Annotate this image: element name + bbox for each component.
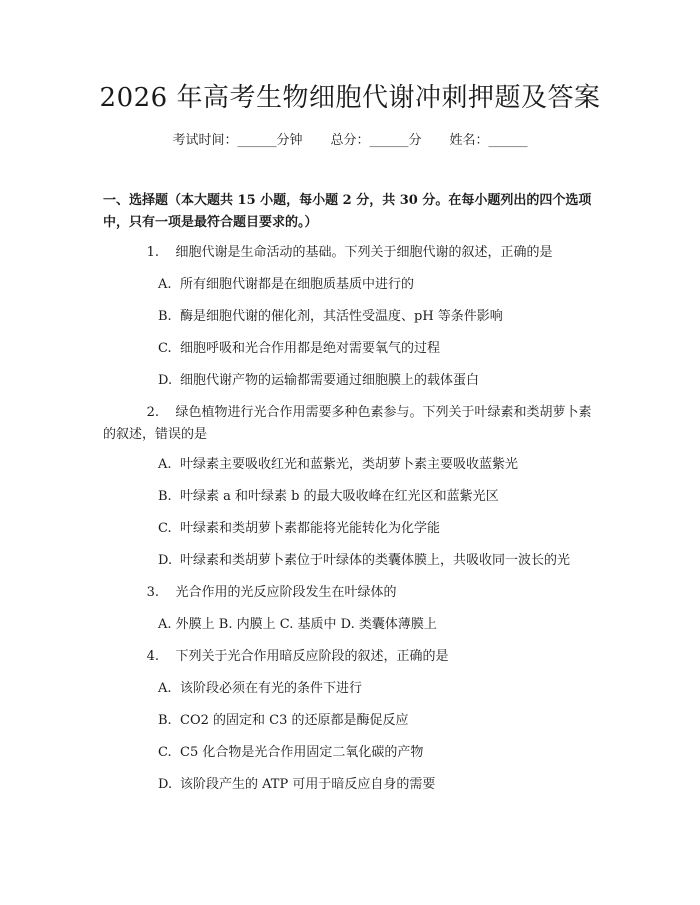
option-1c: C. 细胞呼吸和光合作用都是绝对需要氧气的过程 [158, 341, 441, 356]
question-2 [103, 402, 598, 446]
question-number: 2. [146, 405, 159, 420]
question-3 [103, 582, 598, 604]
question-number: 3. [146, 585, 159, 600]
question-stem: 光合作用的光反应阶段发生在叶绿体的 [175, 585, 397, 600]
option-1d: D. 细胞代谢产物的运输都需要通过细胞膜上的载体蛋白 [158, 373, 480, 388]
option-2c: C. 叶绿素和类胡萝卜素都能将光能转化为化学能 [158, 521, 441, 536]
option-2d: D. 叶绿素和类胡萝卜素位于叶绿体的类囊体膜上，共吸收同一波长的光 [158, 553, 571, 568]
section-heading: 一、选择题（本大题共 15 小题，每小题 2 分，共 30 分。在每小题列出的四个选项中，只有一项是最符合题目要求的。） [103, 193, 592, 230]
option-1a: A. 所有细胞代谢都是在细胞质基质中进行的 [158, 277, 415, 292]
exam-meta [0, 131, 700, 151]
options-3-inline: A. 外膜上 B. 内膜上 C. 基质中 D. 类囊体薄膜上 [158, 617, 437, 632]
option-2b: B. 叶绿素 a 和叶绿素 b 的最大吸收峰在红光区和蓝紫光区 [158, 489, 499, 504]
question-1 [103, 242, 598, 264]
option-4d: D. 该阶段产生的 ATP 可用于暗反应自身的需要 [158, 777, 436, 792]
option-4a: A. 该阶段必须在有光的条件下进行 [158, 681, 363, 696]
option-4b: B. CO2 的固定和 C3 的还原都是酶促反应 [158, 713, 409, 728]
question-4 [103, 646, 598, 668]
total-score-field: 总分：______分 [330, 133, 422, 148]
question-number: 1. [146, 245, 159, 260]
page-title: 2026 年高考生物细胞代谢冲刺押题及答案 [99, 83, 601, 113]
question-stem: 细胞代谢是生命活动的基础。下列关于细胞代谢的叙述，正确的是 [175, 245, 553, 260]
question-number: 4. [146, 649, 159, 664]
question-stem: 绿色植物进行光合作用需要多种色素参与。下列关于叶绿素和类胡萝卜素的叙述，错误的是 [103, 405, 592, 442]
option-1b: B. 酶是细胞代谢的催化剂，其活性受温度、pH 等条件影响 [158, 309, 503, 324]
option-4c: C. C5 化合物是光合作用固定二氧化碳的产物 [158, 745, 424, 760]
name-field: 姓名：______ [449, 133, 528, 148]
option-2a: A. 叶绿素主要吸收红光和蓝紫光，类胡萝卜素主要吸收蓝紫光 [158, 457, 519, 472]
exam-time-field: 考试时间：______分钟 [172, 133, 303, 148]
question-stem: 下列关于光合作用暗反应阶段的叙述，正确的是 [175, 649, 449, 664]
